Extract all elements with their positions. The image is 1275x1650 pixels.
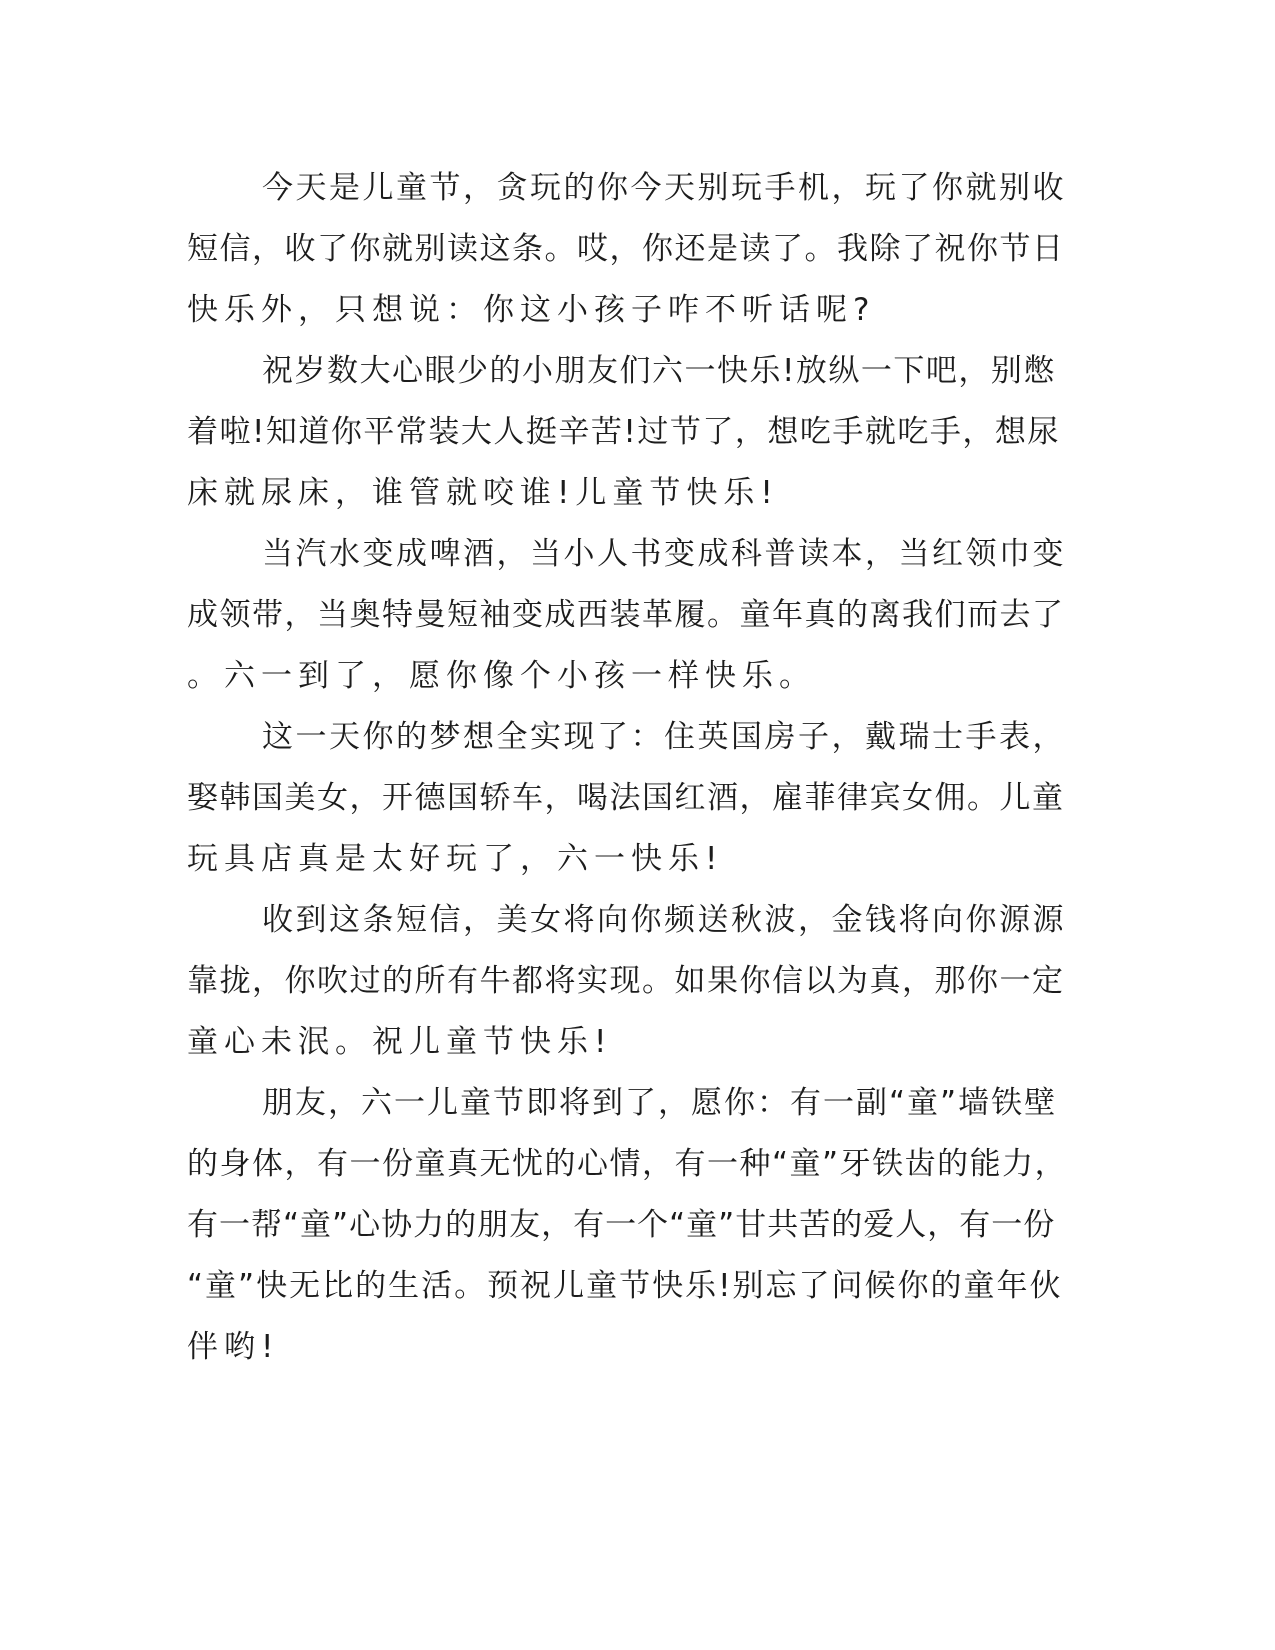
paragraph-line: 娶韩国美女，开德国轿车，喝法国红酒，雇菲律宾女佣。儿童: [187, 780, 1065, 816]
paragraph-line: 朋友，六一儿童节即将到了，愿你：有一副“童”墙铁壁: [262, 1085, 1058, 1121]
paragraph-line: 的身体，有一份童真无忧的心情，有一种“童”牙铁齿的能力，: [187, 1146, 1068, 1182]
paragraph-line: 这一天你的梦想全实现了：住英国房子，戴瑞士手表，: [262, 719, 1066, 755]
paragraph-line: 快乐外，只想说：你这小孩子咋不听话呢?: [187, 292, 876, 328]
paragraph-line: 有一帮“童”心协力的朋友，有一个“童”甘共苦的爱人，有一份: [187, 1207, 1056, 1243]
paragraph-line: 成领带，当奥特曼短袖变成西装革履。童年真的离我们而去了: [187, 597, 1065, 633]
document-body: [187, 158, 1067, 1378]
paragraph-line: 床就尿床，谁管就咬谁!儿童节快乐!: [187, 475, 779, 511]
paragraph-line: 着啦!知道你平常装大人挺辛苦!过节了，想吃手就吃手，想尿: [187, 414, 1060, 450]
paragraph-line: 收到这条短信，美女将向你频送秋波，金钱将向你源源: [262, 902, 1066, 938]
paragraph-line: 。六一到了，愿你像个小孩一样快乐。: [187, 658, 816, 694]
paragraph-3: [187, 524, 1067, 707]
paragraph-2: [187, 341, 1067, 524]
paragraph-4: [187, 707, 1067, 890]
paragraph-line: 伴哟!: [187, 1329, 280, 1365]
paragraph-line: “童”快无比的生活。预祝儿童节快乐!别忘了问候你的童年伙: [187, 1268, 1063, 1304]
paragraph-line: 短信，收了你就别读这条。哎，你还是读了。我除了祝你节日: [187, 231, 1065, 267]
paragraph-line: 今天是儿童节，贪玩的你今天别玩手机，玩了你就别收: [262, 170, 1066, 206]
paragraph-6: [187, 1073, 1067, 1378]
paragraph-line: 玩具店真是太好玩了，六一快乐!: [187, 841, 724, 877]
paragraph-line: 靠拢，你吹过的所有牛都将实现。如果你信以为真，那你一定: [187, 963, 1065, 999]
paragraph-line: 童心未泯。祝儿童节快乐!: [187, 1024, 613, 1060]
paragraph-line: 当汽水变成啤酒，当小人书变成科普读本，当红领巾变: [262, 536, 1066, 572]
paragraph-line: 祝岁数大心眼少的小朋友们六一快乐!放纵一下吧，别憋: [262, 353, 1056, 389]
paragraph-1: [187, 158, 1067, 341]
paragraph-5: [187, 890, 1067, 1073]
